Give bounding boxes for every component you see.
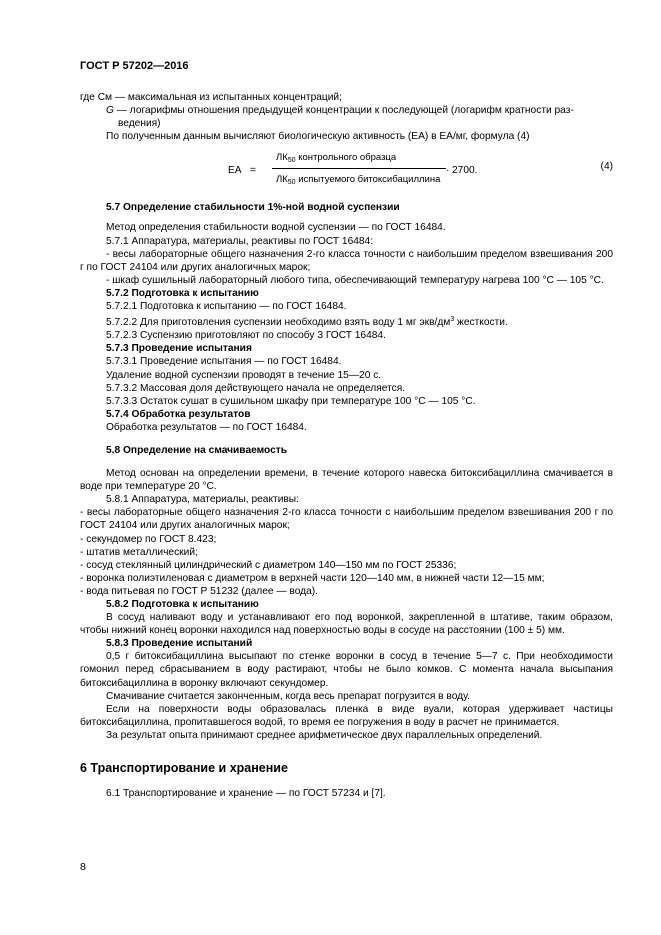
s58-p13: За результат опыта принимают среднее арифметическое двух параллельных определений. (106, 729, 543, 741)
formula-4 (80, 149, 613, 191)
formula-numerator (276, 151, 396, 167)
s57-p6-tail: жесткости. (454, 317, 508, 329)
s57-heading-572: 5.7.2 Подготовка к испытанию (106, 287, 259, 299)
intro-line-4: По полученным данным вычисляют биологическую активность (ЕА) в ЕА/мг, формула (4) (106, 131, 530, 143)
s57-p7: 5.7.2.3 Суспензию приготовляют по способу 3 ГОСТ 16484. (106, 330, 386, 342)
s58-heading-583: 5.8.3 Проведение испытаний (106, 638, 253, 650)
s58-p10: 0,5 г битоксибациллина высыпают по стенке воронки в сосуд в течение 5—7 с. При необходимости гомонил перед сбрасыванием в воду растирают, чтобы не было комков. С момента начала высыпания битоксибациллина в воронку включают секундомер. (80, 651, 613, 689)
formula-multiply: · (446, 165, 450, 177)
section-5-7-title: 5.7 Определение стабильности 1%-ной водной суспензии (106, 202, 400, 214)
s58-p11: Смачивание считается законченным, когда весь препарат погрузится в воду. (106, 690, 470, 702)
formula-equals: = (250, 165, 256, 177)
document-body (80, 91, 613, 800)
numerator-text: контрольного образца (295, 152, 397, 164)
s58-p3: - весы лабораторные общего назначения 2-го класса точности с наибольшим пределом взвешивания 200 г по ГОСТ 24104 или других аналогичных марок; (80, 507, 613, 532)
s57-p1: Метод определения стабильности водной суспензии — по ГОСТ 16484. (106, 222, 446, 234)
s6-p1: 6.1 Транспортирование и хранение — по ГОСТ 57234 и [7]. (106, 788, 386, 800)
fraction-line (272, 168, 446, 169)
s58-p9: В сосуд наливают воду и устанавливают его под воронкой, закрепленной в штативе, таким образом, чтобы нижний конец воронки находился над поверхностью воды в сосуде на расстоянии (100 ± 5) мм. (80, 612, 613, 637)
intro-line-1: где См — максимальная из испытанных концентраций; (80, 92, 342, 103)
s58-p8: - вода питьевая по ГОСТ Р 51232 (далее — вода). (80, 585, 318, 597)
s57-p6-text: 5.7.2.2 Для приготовления суспензии необходимо взять воду 1 мг экв/дм (106, 317, 451, 329)
denominator-subscript: 50 (287, 179, 296, 187)
s58-p6: - сосуд стеклянный цилиндрический с диаметром 140—150 мм по ГОСТ 25336; (80, 559, 457, 571)
s58-p12: Если на поверхности воды образовалась пленка в виде вуали, которая удерживает частицы битоксибациллина, пропитавшегося водой, то время ее погружения в воду в расчет не принимается. (80, 703, 613, 728)
denominator-text: испытуемого битоксибациллина (295, 174, 441, 186)
intro-line-2-text: — логарифмы отношения предыдущей концентрации к последующей (логарифм кратности раз- (113, 105, 574, 117)
s57-p2: 5.7.1 Аппаратура, материалы, реактивы по ГОСТ 16484: (106, 235, 374, 247)
s58-p4: - секундомер по ГОСТ 8.423; (80, 533, 217, 545)
s57-p6-superscript: 3 (450, 316, 455, 324)
section-5-8-title: 5.8 Определение на смачиваемость (106, 444, 288, 456)
section-6-title: 6 Транспортирование и хранение (80, 761, 288, 776)
formula-lhs: ЕА (228, 165, 242, 177)
s57-p8: 5.7.3.1 Проведение испытания — по ГОСТ 16484. (106, 356, 342, 368)
s57-p3: - весы лабораторные общего назначения 2-го класса точности с наибольшим пределом взвешивания 200 г по ГОСТ 24104 или других аналогичных марок; (80, 248, 613, 273)
intro-line-3: ведения) (118, 118, 161, 130)
s57-p11: 5.7.3.3 Остаток сушат в сушильном шкафу при температуре 100 °С — 105 °С. (106, 395, 476, 407)
s57-p5: 5.7.2.1 Подготовка к испытанию — по ГОСТ 16484. (106, 301, 347, 313)
numerator-subscript: 50 (287, 157, 296, 165)
s58-heading-582: 5.8.2 Подготовка к испытанию (106, 599, 259, 610)
variable-g: G (106, 105, 114, 117)
intro-line-2 (80, 104, 613, 117)
s57-p4: - шкаф сушильный лабораторный любого типа, обеспечивающий температуру нагрева 100 °С — 105 °С. (106, 274, 604, 286)
s57-heading-573: 5.7.3 Проведение испытания (106, 343, 252, 355)
s57-heading-574: 5.7.4 Обработка результатов (106, 408, 251, 420)
s57-p6 (80, 313, 613, 329)
document-header: ГОСТ Р 57202—2016 (80, 60, 189, 72)
s58-p1: Метод основан на определении времени, в течение которого навеска битоксибациллина смачивается в воде при температуре 20 °С. (80, 468, 613, 493)
numerator-lk: ЛК (276, 152, 288, 164)
s57-p9: Удаление водной суспензии проводят в течение 15—20 с. (106, 369, 382, 381)
formula-constant: 2700. (452, 165, 478, 177)
s57-p10: 5.7.3.2 Массовая доля действующего начала не определяется. (106, 382, 406, 394)
s58-p5: - штатив металлический; (80, 546, 198, 558)
page-number: 8 (80, 861, 86, 873)
s58-p2: 5.8.1 Аппаратура, материалы, реактивы: (106, 494, 299, 506)
formula-denominator (276, 173, 440, 189)
formula-number: (4) (600, 161, 613, 173)
s58-p7: - воронка полиэтиленовая с диаметром в верхней части 120—140 мм, в нижней части 12—15 мм; (80, 572, 545, 584)
denominator-lk: ЛК (276, 174, 288, 186)
s57-p12: Обработка результатов — по ГОСТ 16484. (106, 421, 307, 433)
